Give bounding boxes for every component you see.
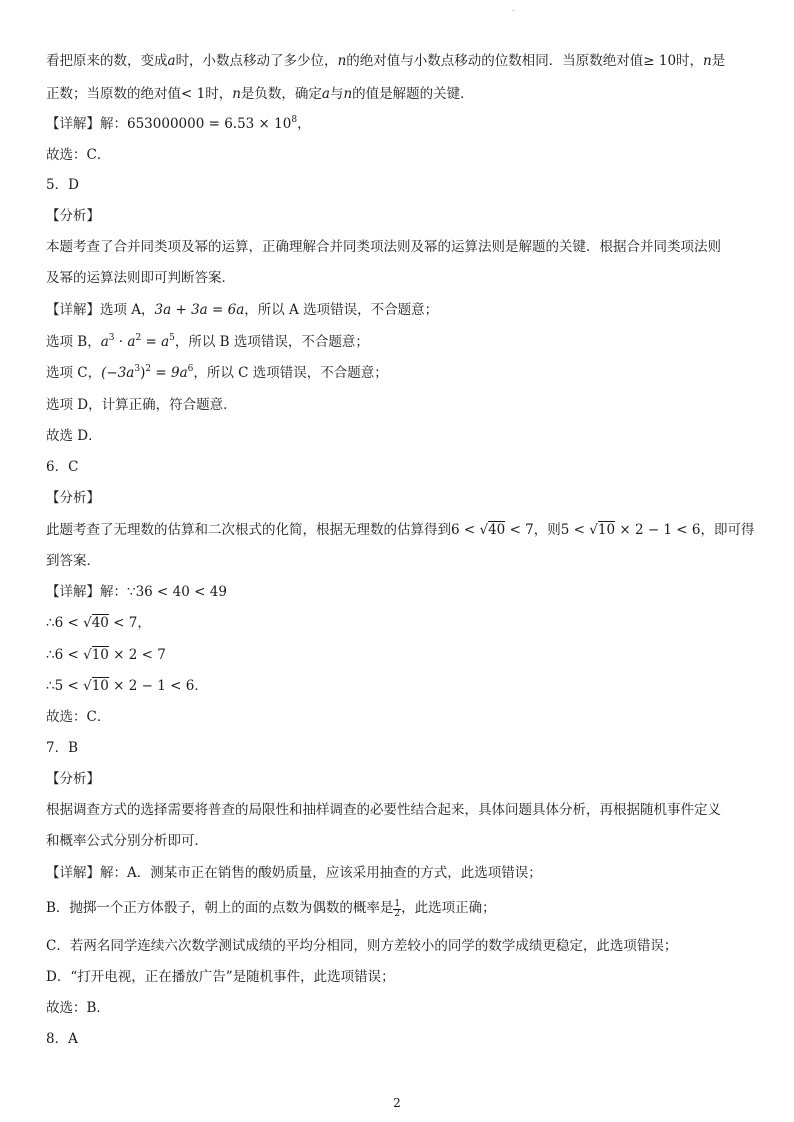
question-number: 7．B [46,740,79,756]
question-number: 6．C [46,459,79,475]
text-line: ∴5 < √10 × 2 − 1 < 6． [46,678,208,694]
text-line: 本题考查了合并同类项及幂的运算，正确理解合并同类项法则及幂的运算法则是解题的关键．根据合并同类项法则 [46,239,721,255]
page-number: 2 [393,1096,401,1110]
text-line: 故选 D． [46,428,102,444]
fraction: $\frac{1}{2}$ [394,899,401,919]
text-line: 【详解】解：A．测某市正在销售的酸奶质量，应该采用抽查的方式，此选项错误； [46,865,542,881]
text-line: 故选：B． [46,1000,110,1016]
text-line: 【详解】选项 A，3a + 3a = 6a，所以 A 选项错误，不合题意； [46,302,439,318]
text-line: 故选：C． [46,709,111,725]
question-number: 8．A [46,1031,78,1047]
text-line: 到答案． [46,553,100,569]
text-line: C．若两名同学连续六次数学测试成绩的平均分相同，则方差较小的同学的数学成绩更稳定，此选项错误； [46,938,678,954]
text-line: 及幂的运算法则即可判断答案． [46,270,235,286]
text-line: B．抛掷一个正方体骰子，朝上的面的点数为偶数的概率是 $\frac{1}{2}$ ，此选项正确； [46,899,496,919]
section-heading: 【分析】 [46,490,100,506]
text-line: ∴6 < √10 × 2 < 7 [46,647,166,663]
text-line: 和概率公式分别分析即可． [46,833,208,849]
section-heading: 【分析】 [46,771,100,787]
text-line: 选项 D，计算正确，符合题意． [46,397,237,413]
text-line: 看把原来的数，变成a时，小数点移动了多少位，n的绝对值与小数点移动的位数相同．当原数绝对值≥ 10时，n是 [46,53,726,69]
header-mark: . [512,4,515,13]
text-line: 此题考查了无理数的估算和二次根式的化简，根据无理数的估算得到6 < √40 < 7，则5 < √10 × 2 − 1 < 6，即可得 [46,522,755,538]
text-line: 【详解】解：∵36 < 40 < 49 [46,584,227,600]
text-line: 根据调查方式的选择需要将普查的局限性和抽样调查的必要性结合起来，具体问题具体分析，再根据随机事件定义 [46,802,721,818]
text-line: 故选：C． [46,147,111,163]
text-line: 选项 B，$a^3 \cdot a^2 = a^5$，所以 B 选项错误，不合题意； [46,333,369,350]
question-number: 5．D [46,177,79,193]
text-line: 【详解】解：$653000000 = 6.53 \times 10^8$， [46,115,311,132]
section-heading: 【分析】 [46,208,100,224]
text-line: 选项 C，$(-3a^3)^2 = 9a^6$，所以 C 选项错误，不合题意； [46,364,388,381]
text-line: 正数；当原数的绝对值< 1时，n是负数，确定a与n的值是解题的关键． [46,86,474,102]
text-line: ∴6 < √40 < 7， [46,615,151,631]
text-line: D．“打开电视，正在播放广告”是随机事件，此选项错误； [46,969,395,985]
